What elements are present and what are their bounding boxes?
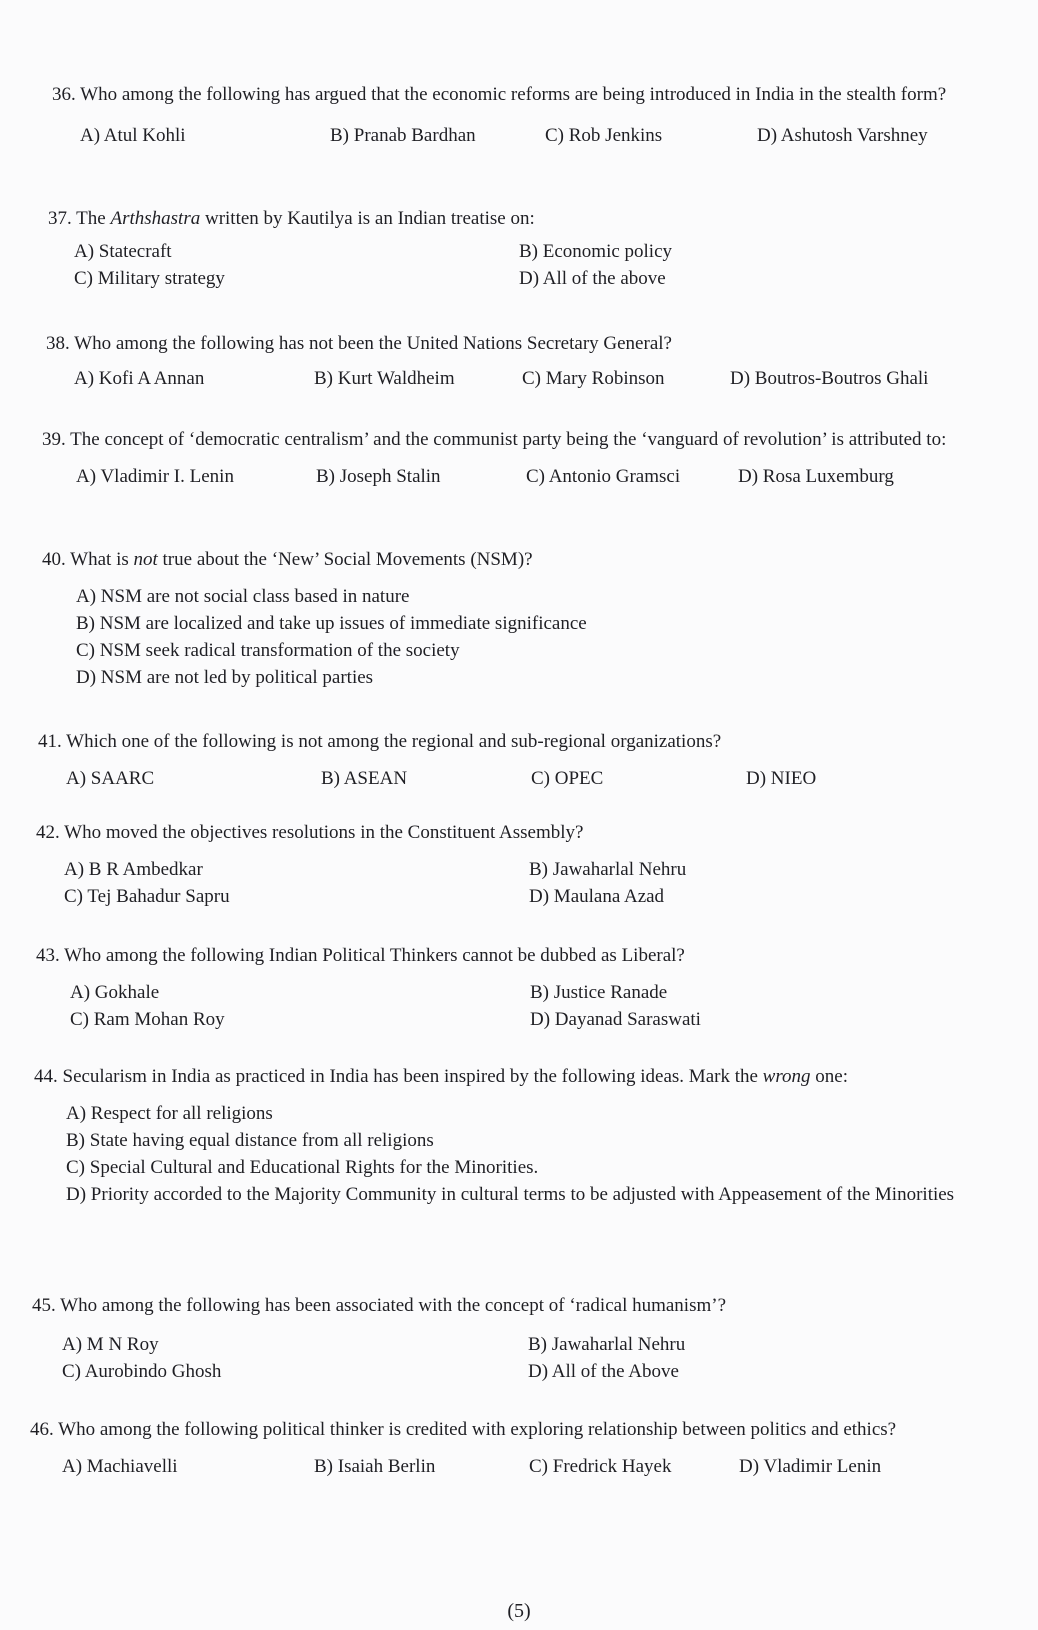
option-a: A) M N Roy (62, 1334, 159, 1355)
option-a: A) Statecraft (74, 241, 172, 262)
question-number: 37. (48, 208, 72, 229)
option-a: A) Machiavelli (62, 1456, 178, 1477)
option-c: C) Fredrick Hayek (529, 1456, 672, 1477)
option-c: C) Ram Mohan Roy (70, 1009, 225, 1030)
page-number: (5) (507, 1600, 531, 1622)
option-c: C) Special Cultural and Educational Rights for the Minorities. (66, 1157, 539, 1178)
question-36 (52, 82, 987, 150)
emphasis-text: wrong (762, 1066, 811, 1087)
question-39 (42, 427, 977, 491)
option-b: B) Joseph Stalin (316, 466, 441, 487)
question-number: 41. (38, 731, 62, 752)
question-number: 42. (36, 822, 60, 843)
option-d: D) All of the Above (528, 1361, 679, 1382)
emphasis-text: not (133, 549, 158, 570)
option-b: B) Economic policy (519, 241, 673, 262)
option-b: B) Isaiah Berlin (314, 1456, 436, 1477)
question-text: Which one of the following is not among the regional and sub-regional organizations? (66, 731, 722, 752)
question-44: 44. Secularism in India as practiced in India has been inspired by the following ideas. Mark the wrong one: A) Respect for all religions B) State having equal distance from all religions C) Special Cultural and Educational Rights for the Minorities. D) Priority accorded to the Majority Community in cultural terms to be adjusted with Appeasement of the Minorities (34, 1064, 964, 1208)
question-45 (32, 1293, 962, 1385)
option-c: C) Tej Bahadur Sapru (64, 886, 230, 907)
option-b: B) Kurt Waldheim (314, 368, 455, 389)
option-c: C) Military strategy (74, 268, 225, 289)
question-number: 45. (32, 1295, 56, 1316)
option-a: A) B R Ambedkar (64, 859, 203, 880)
option-d: D) NIEO (746, 768, 817, 789)
option-d: D) All of the above (519, 268, 666, 289)
question-number: 40. (42, 549, 66, 570)
emphasis-text: Arthshastra (110, 208, 201, 229)
question-43 (36, 943, 966, 1033)
option-a: A) Vladimir I. Lenin (76, 466, 234, 487)
option-d: D) Rosa Luxemburg (738, 466, 894, 487)
option-b: B) State having equal distance from all religions (66, 1130, 434, 1151)
question-text: The concept of ‘democratic centralism’ and the communist party being the ‘vanguard of revolution’ is attributed to: (70, 429, 947, 450)
option-b: B) Pranab Bardhan (330, 125, 476, 146)
option-d: D) NSM are not led by political parties (76, 667, 374, 688)
option-a: A) Kofi A Annan (74, 368, 205, 389)
option-d: D) Vladimir Lenin (739, 1456, 882, 1477)
option-a: A) SAARC (66, 768, 155, 789)
option-c: C) NSM seek radical transformation of the society (76, 640, 460, 661)
question-text: Who among the following political thinker is credited with exploring relationship between politics and ethics? (58, 1419, 897, 1440)
option-d: D) Maulana Azad (529, 886, 665, 907)
option-a: A) Gokhale (70, 982, 160, 1003)
option-b: B) Justice Ranade (530, 982, 668, 1003)
question-text: Who among the following has not been the United Nations Secretary General? (74, 333, 672, 354)
question-37: 37. The Arthshastra written by Kautilya is an Indian treatise on: A) Statecraft B) Economic policy C) Military strategy D) All of the above (48, 206, 978, 292)
question-number: 43. (36, 945, 60, 966)
question-number: 38. (46, 333, 70, 354)
question-42 (36, 820, 966, 910)
question-40: 40. What is not true about the ‘New’ Social Movements (NSM)? A) NSM are not social class based in nature B) NSM are localized and take up issues of immediate significance C) NSM seek radical transformation of the society D) NSM are not led by political parties (42, 547, 972, 691)
question-text: Who moved the objectives resolutions in the Constituent Assembly? (64, 822, 584, 843)
option-d: D) Priority accorded to the Majority Community in cultural terms to be adjusted with Appeasement of the Minorities (66, 1184, 955, 1205)
option-c: C) Aurobindo Ghosh (62, 1361, 222, 1382)
question-41 (38, 729, 968, 793)
question-number: 39. (42, 429, 66, 450)
option-d: D) Boutros-Boutros Ghali (730, 368, 929, 389)
option-c: C) Antonio Gramsci (526, 466, 681, 487)
question-text: Who among the following has been associated with the concept of ‘radical humanism’? (60, 1295, 727, 1316)
option-c: C) Mary Robinson (522, 368, 665, 389)
option-b: B) Jawaharlal Nehru (529, 859, 687, 880)
option-a: A) Atul Kohli (80, 125, 186, 146)
question-text: Who among the following has argued that the economic reforms are being introduced in India in the stealth form? (80, 84, 947, 105)
question-number: 44. (34, 1066, 58, 1087)
option-b: B) Jawaharlal Nehru (528, 1334, 686, 1355)
option-c: C) OPEC (531, 768, 604, 789)
question-number: 46. (30, 1419, 54, 1440)
question-38 (46, 331, 1006, 393)
option-d: D) Ashutosh Varshney (757, 125, 928, 146)
question-number: 36. (52, 84, 76, 105)
option-a: A) NSM are not social class based in nature (76, 586, 410, 607)
question-46 (30, 1417, 965, 1481)
option-c: C) Rob Jenkins (545, 125, 663, 146)
question-text: Who among the following Indian Political Thinkers cannot be dubbed as Liberal? (64, 945, 685, 966)
option-d: D) Dayanad Saraswati (530, 1009, 701, 1030)
option-b: B) ASEAN (321, 768, 408, 789)
option-b: B) NSM are localized and take up issues of immediate significance (76, 613, 587, 634)
option-a: A) Respect for all religions (66, 1103, 273, 1124)
